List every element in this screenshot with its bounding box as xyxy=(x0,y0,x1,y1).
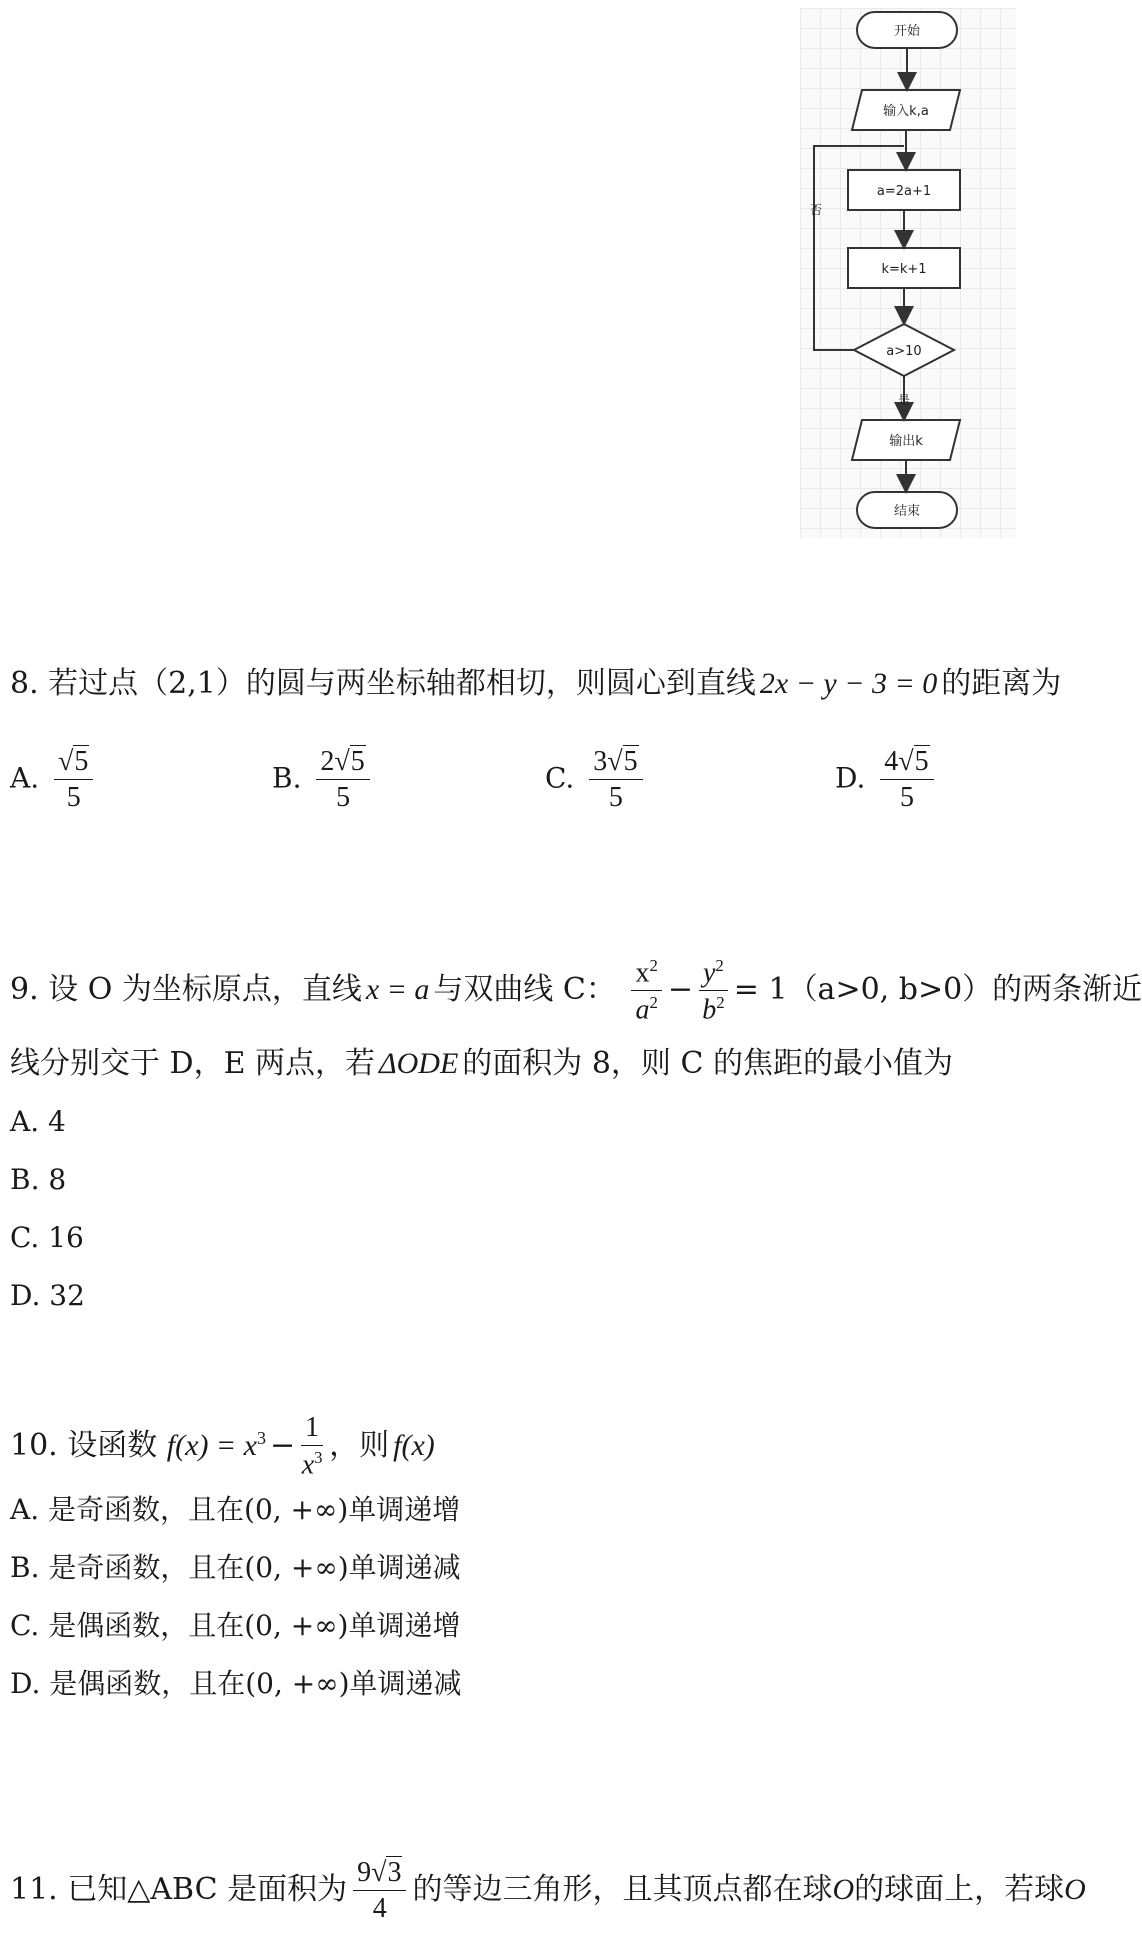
q9-triangle: ΔODE xyxy=(379,1047,459,1080)
q9-option-b: B. 8 xyxy=(10,1163,67,1196)
q9-text3: 线分别交于 D，E 两点，若 xyxy=(10,1046,376,1081)
input-text: 输入k,a xyxy=(883,104,929,119)
step2-text: k=k+1 xyxy=(881,262,927,277)
q11-text2: 的等边三角形，且其顶点都在球 xyxy=(412,1872,833,1907)
yes-label: 是 xyxy=(897,393,911,407)
q8-option-b xyxy=(272,748,376,812)
q11-sphere-o2: O xyxy=(1064,1873,1086,1906)
q9-text4: 的面积为 8，则 C 的焦距的最小值为 xyxy=(462,1046,953,1081)
q10-text1: 10. 设函数 xyxy=(10,1428,158,1463)
q9-text2: 与双曲线 C： xyxy=(433,972,616,1007)
q8-option-d xyxy=(835,748,940,812)
no-label: 否 xyxy=(809,203,823,217)
q10-option-b: B. 是奇函数，且在(0, +∞)单调递减 xyxy=(10,1551,461,1584)
q9-option-c: C. 16 xyxy=(10,1221,84,1254)
q9-cond: （a>0, b>0）的两条渐近 xyxy=(787,972,1142,1007)
question-9-line-2 xyxy=(10,1044,953,1084)
fraction: $\frac{√5}{5}$ xyxy=(54,748,93,812)
decision-text: a>10 xyxy=(886,344,922,359)
fraction: $\frac{2√5}{5}$ xyxy=(316,748,369,812)
q11-sphere-o: O xyxy=(832,1873,855,1906)
q10-fx: f(x) = x xyxy=(166,1429,257,1462)
q9-text1: 9. 设 O 为坐标原点，直线 xyxy=(10,972,362,1007)
fraction: $\frac{4√5}{5}$ xyxy=(880,748,933,812)
end-text: 结束 xyxy=(893,504,921,519)
option-label: C. xyxy=(545,761,575,795)
q10-option-a: A. 是奇函数，且在(0, +∞)单调递增 xyxy=(10,1493,461,1526)
q10-fraction: $\frac{1}{x^3}$ xyxy=(301,1412,323,1481)
q10-text2: ，则 xyxy=(329,1428,390,1463)
q9-rhs: = 1 xyxy=(733,972,788,1007)
option-label: B. xyxy=(272,761,302,795)
q8-text-before: 8. 若过点（2,1）的圆与两坐标轴都相切，则圆心到直线 xyxy=(10,666,756,701)
question-11 xyxy=(10,1850,1086,1930)
q11-text3: 的球面上，若球 xyxy=(854,1872,1065,1907)
question-10: 10. 设函数 $f(x) = x^3$ − $\frac{1}{x^3}$ ，则 f(x) xyxy=(10,1412,435,1481)
q8-equation: 2x − y − 3 = 0 xyxy=(759,667,938,700)
q9-option-a: A. 4 xyxy=(10,1105,66,1138)
q11-fraction: $\frac{9√3}{4}$ xyxy=(353,1859,406,1923)
option-label: D. xyxy=(835,761,866,795)
q8-option-c xyxy=(545,748,649,812)
q10-fx2: f(x) xyxy=(393,1429,435,1462)
q9-fraction-x: $\frac{x^2}{a^2}$ xyxy=(631,958,661,1025)
question-8 xyxy=(10,664,1061,704)
q10-option-d: D. 是偶函数，且在(0, +∞)单调递减 xyxy=(10,1667,462,1700)
q9-fraction-y: $\frac{y^2}{b^2}$ xyxy=(699,958,728,1025)
fraction: $\frac{3√5}{5}$ xyxy=(589,748,642,812)
flowchart-svg xyxy=(800,8,1016,538)
q11-text1: 11. 已知△ABC 是面积为 xyxy=(10,1872,348,1907)
q8-text-after: 的距离为 xyxy=(941,666,1062,701)
flowchart xyxy=(800,8,1016,538)
start-text: 开始 xyxy=(893,24,921,39)
output-text: 输出k xyxy=(889,434,923,449)
q9-line-eq: x = a xyxy=(365,973,430,1006)
q9-minus: − xyxy=(667,972,693,1007)
q8-option-a xyxy=(10,748,99,812)
option-label: A. xyxy=(10,761,40,795)
step1-text: a=2a+1 xyxy=(876,184,932,199)
q10-option-c: C. 是偶函数，且在(0, +∞)单调递增 xyxy=(10,1609,461,1642)
q9-option-d: D. 32 xyxy=(10,1279,85,1312)
question-9-line-1 xyxy=(10,955,1142,1025)
